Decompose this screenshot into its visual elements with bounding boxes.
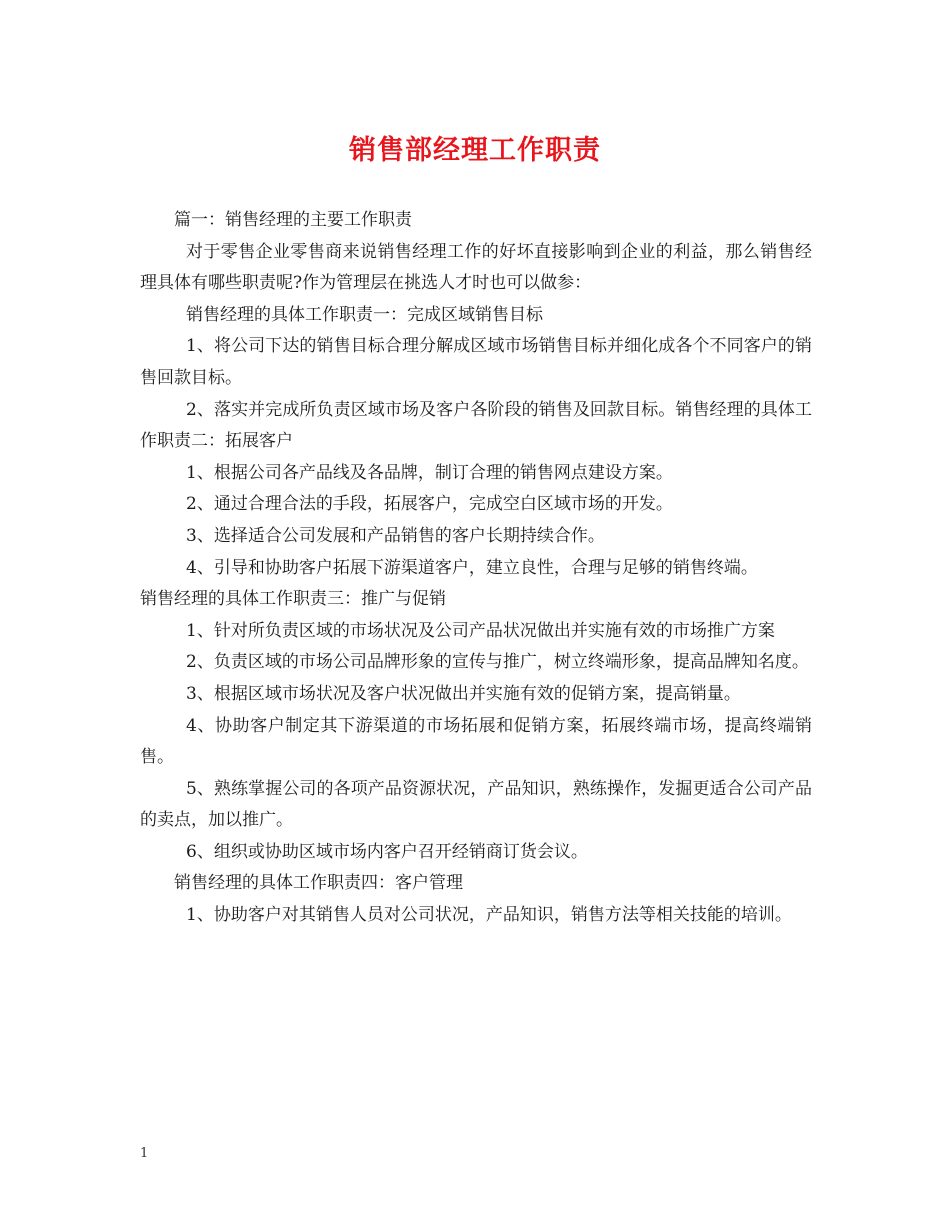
paragraph: 3、选择适合公司发展和产品销售的客户长期持续合作。	[186, 525, 605, 546]
paragraph: 2、通过合理合法的手段，拓展客户，完成空白区域市场的开发。	[186, 494, 673, 515]
paragraph: 2、负责区域的市场公司品牌形象的宣传与推广，树立终端形象，提高品牌知名度。	[186, 652, 809, 673]
section-heading: 销售经理的具体工作职责四：客户管理	[174, 873, 463, 894]
paragraph: 1、协助客户对其销售人员对公司状况，产品知识，销售方法等相关技能的培训。	[186, 905, 792, 926]
document-title: 销售部经理工作职责	[349, 135, 601, 166]
paragraph: 4、协助客户制定其下游渠道的市场拓展和促销方案，拓展终端市场，提高终端销售。	[140, 715, 812, 768]
section-heading: 篇一：销售经理的主要工作职责	[174, 210, 412, 230]
paragraph: 5、熟练掌握公司的各项产品资源状况，产品知识，熟练操作，发掘更适合公司产品的卖点，加以推广。	[140, 778, 812, 831]
paragraph: 1、将公司下达的销售目标合理分解成区域市场销售目标并细化成各个不同客户的销售回款目标。	[140, 336, 812, 388]
paragraph: 4、引导和协助客户拓展下游渠道客户，建立良性，合理与足够的销售终端。	[186, 557, 758, 578]
paragraph: 6、组织或协助区域市场内客户召开经销商订货会议。	[186, 841, 588, 862]
section-heading: 销售经理的具体工作职责一：完成区域销售目标	[186, 304, 543, 325]
paragraph: 1、根据公司各产品线及各品牌，制订合理的销售网点建设方案。	[186, 462, 673, 483]
paragraph: 1、针对所负责区域的市场状况及公司产品状况做出并实施有效的市场推广方案	[186, 620, 775, 641]
paragraph: 3、根据区域市场状况及客户状况做出并实施有效的促销方案，提高销量。	[186, 683, 741, 704]
document-body	[140, 205, 812, 932]
paragraph: 对于零售企业零售商来说销售经理工作的好坏直接影响到企业的利益，那么销售经理具体有哪些职责呢?作为管理层在挑选人才时也可以做参：	[140, 241, 812, 294]
section-heading: 销售经理的具体工作职责三：推广与促销	[140, 589, 446, 610]
paragraph: 2、落实并完成所负责区域市场及客户各阶段的销售及回款目标。销售经理的具体工作职责二：拓展客户	[140, 399, 812, 452]
page-number: 1	[140, 1146, 149, 1161]
